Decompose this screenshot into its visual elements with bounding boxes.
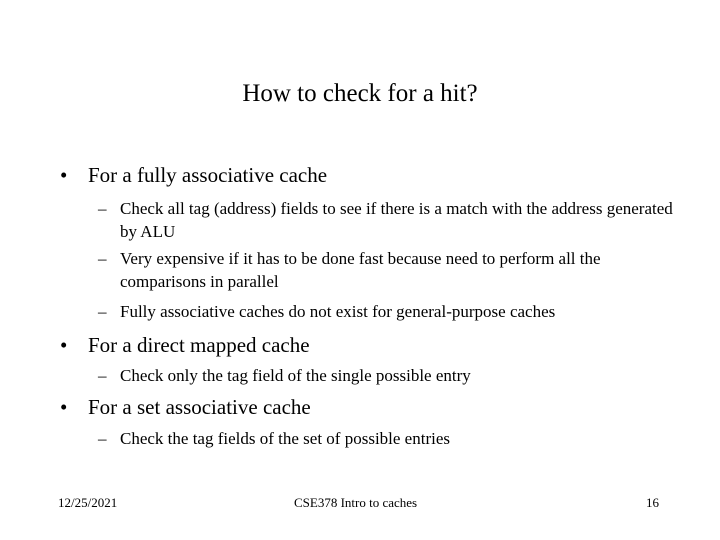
dash-marker: – bbox=[98, 302, 107, 321]
sub-bullet-text: Fully associative caches do not exist for general-purpose caches bbox=[120, 302, 556, 321]
sub-bullet bbox=[98, 197, 678, 243]
dash-marker: – bbox=[98, 249, 107, 268]
bullet-text: For a set associative cache bbox=[88, 395, 311, 419]
bullet-direct-mapped bbox=[60, 332, 310, 358]
sub-bullet bbox=[98, 300, 678, 323]
bullet-marker: • bbox=[60, 333, 68, 357]
sub-bullet-text: Check all tag (address) fields to see if there is a match with the address generated by ALU bbox=[120, 199, 673, 241]
footer-course: CSE378 Intro to caches bbox=[294, 495, 418, 510]
bullet-text: For a direct mapped cache bbox=[88, 333, 310, 357]
sub-bullet bbox=[98, 247, 678, 293]
sub-bullet-text: Very expensive if it has to be done fast because need to perform all the comparisons in parallel bbox=[120, 249, 601, 291]
dash-marker: – bbox=[98, 429, 107, 448]
footer-date: 12/25/2021 bbox=[58, 495, 118, 510]
slide-title: How to check for a hit? bbox=[242, 80, 478, 107]
sub-bullet bbox=[98, 364, 678, 387]
sub-bullet bbox=[98, 427, 678, 450]
dash-marker: – bbox=[98, 366, 107, 385]
bullet-text: For a fully associative cache bbox=[88, 163, 328, 187]
bullet-fully-associative bbox=[60, 162, 327, 188]
bullet-marker: • bbox=[60, 163, 68, 187]
sub-bullet-text: Check only the tag field of the single possible entry bbox=[120, 366, 471, 385]
sub-bullet-text: Check the tag fields of the set of possible entries bbox=[120, 429, 450, 448]
footer-page-number: 16 bbox=[646, 495, 659, 510]
bullet-marker: • bbox=[60, 395, 68, 419]
bullet-set-associative bbox=[60, 394, 311, 420]
dash-marker: – bbox=[98, 199, 107, 218]
